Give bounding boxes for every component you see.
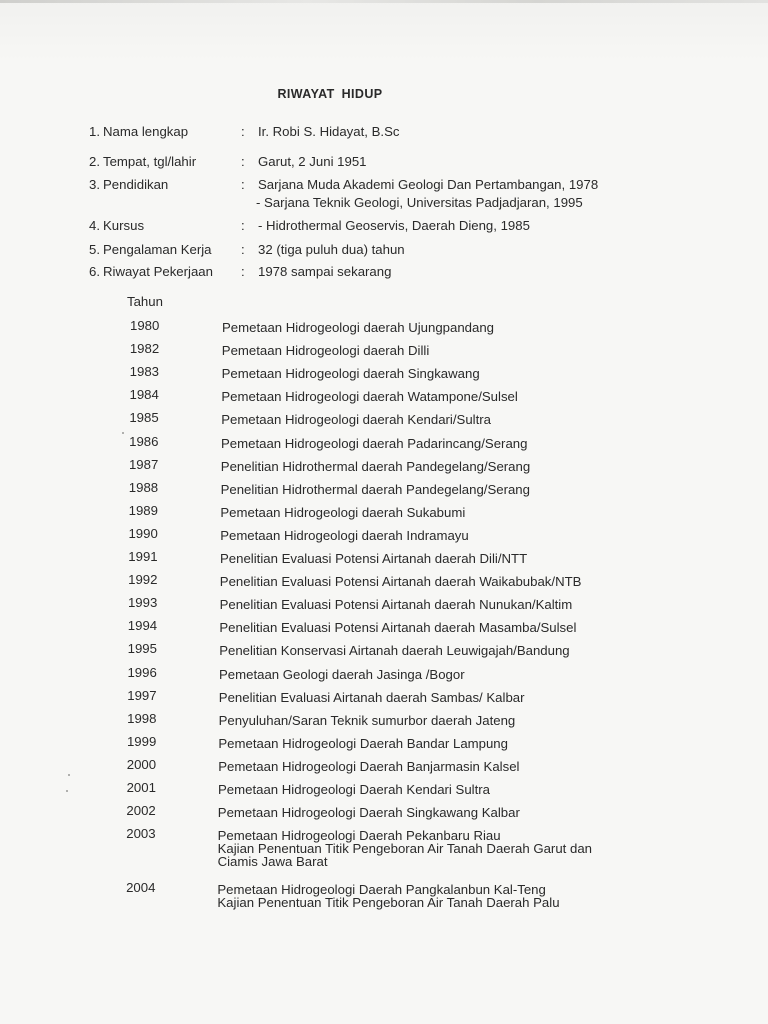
job-description: Pemetaan Geologi daerah Jasinga /Bogor — [219, 666, 465, 682]
biodata-colon: : — [241, 264, 245, 279]
biodata-colon: : — [241, 154, 245, 169]
job-year: 1992 — [128, 572, 158, 588]
job-year: 2001 — [126, 780, 156, 795]
biodata-number: 1. — [89, 124, 100, 139]
biodata-row — [0, 218, 720, 236]
job-description: Penelitian Evaluasi Potensi Airtanah daerah Nunukan/Kaltim — [219, 597, 573, 613]
biodata-number: 4. — [89, 218, 100, 233]
job-year: 1991 — [128, 549, 158, 564]
biodata-row — [0, 242, 720, 260]
scan-speck — [68, 774, 70, 776]
biodata-value: Sarjana Muda Akademi Geologi Dan Pertambangan, 1978 — [258, 177, 599, 192]
job-year: 1995 — [127, 641, 157, 657]
job-year: 1986 — [129, 433, 159, 449]
jobs-year-header: Tahun — [127, 294, 163, 309]
job-year: 1990 — [128, 525, 158, 541]
job-description: Penelitian Hidrothermal daerah Pandegelang/Serang — [220, 481, 530, 497]
biodata-row — [0, 264, 720, 282]
scan-speck — [122, 432, 124, 434]
job-year: 2003 — [126, 826, 156, 842]
job-description: Pemetaan Hidrogeologi daerah Dilli — [221, 343, 430, 359]
biodata-number: 6. — [89, 264, 100, 279]
job-description: Penelitian Hidrothermal daerah Pandegelang/Serang — [220, 458, 531, 474]
job-year: 1998 — [127, 710, 157, 726]
job-description: Pemetaan Hidrogeologi daerah Singkawang — [221, 366, 480, 382]
scan-speck — [66, 790, 68, 792]
job-year: 1993 — [127, 595, 158, 611]
job-year: 1980 — [130, 318, 160, 333]
job-description: Penelitian Evaluasi Airtanah daerah Sambas/ Kalbar — [218, 689, 525, 705]
biodata-row — [0, 124, 720, 142]
job-year: 1983 — [129, 364, 159, 380]
biodata-label: Kursus — [103, 218, 145, 233]
biodata-value: - Hidrothermal Geoservis, Daerah Dieng, 1985 — [258, 218, 530, 233]
biodata-label: Tempat, tgl/lahir — [103, 154, 197, 169]
job-description: Pemetaan Hidrogeologi daerah Sukabumi — [220, 504, 466, 520]
job-year: 1999 — [126, 733, 157, 749]
job-description-continued: Ciamis Jawa Barat — [217, 854, 328, 870]
biodata-colon: : — [241, 218, 245, 233]
biodata-label: Pengalaman Kerja — [103, 242, 212, 257]
job-description: Pemetaan Hidrogeologi Daerah Singkawang Kalbar — [217, 805, 520, 821]
job-description: Pemetaan Hidrogeologi daerah Padarincang/Serang — [221, 435, 528, 451]
biodata-value: 1978 sampai sekarang — [258, 264, 392, 279]
biodata-value: 32 (tiga puluh dua) tahun — [258, 242, 405, 257]
job-year: 1987 — [128, 456, 159, 472]
biodata-colon: : — [241, 124, 245, 139]
job-description: Pemetaan Hidrogeologi daerah Indramayu — [220, 527, 469, 543]
job-description-continued: Kajian Penentuan Titik Pengeboran Air Tanah Daerah Palu — [217, 895, 560, 910]
biodata-number: 3. — [89, 177, 100, 192]
biodata-value: Garut, 2 Juni 1951 — [258, 154, 367, 169]
job-description: Pemetaan Hidrogeologi Daerah Banjarmasin Kalsel — [218, 758, 520, 774]
job-description: Penelitian Evaluasi Potensi Airtanah daerah Masamba/Sulsel — [219, 620, 577, 636]
biodata-number: 5. — [89, 242, 100, 257]
job-year: 1988 — [128, 479, 159, 495]
document-title: RIWAYAT HIDUP — [277, 87, 383, 101]
biodata-label: Nama lengkap — [103, 124, 189, 139]
job-description: Pemetaan Hidrogeologi Daerah Pekanbaru Riau — [217, 828, 501, 844]
biodata-colon: : — [241, 242, 245, 257]
biodata-label: Pendidikan — [103, 177, 169, 192]
job-year: 2004 — [126, 880, 156, 895]
job-description: Penyuluhan/Saran Teknik sumurbor daerah Jateng — [218, 712, 516, 728]
job-year: 1982 — [129, 341, 160, 357]
page-top-edge — [0, 0, 768, 3]
biodata-row — [0, 154, 720, 172]
biodata-row — [0, 177, 720, 210]
job-description: Pemetaan Hidrogeologi Daerah Bandar Lampung — [218, 735, 508, 751]
job-description: Penelitian Evaluasi Potensi Airtanah daerah Dili/NTT — [220, 551, 528, 566]
job-description: Pemetaan Hidrogeologi daerah Ujungpandang — [222, 320, 495, 335]
job-description: Penelitian Konservasi Airtanah daerah Leuwigajah/Bandung — [219, 643, 570, 659]
job-description-continued: Kajian Penentuan Titik Pengeboran Air Tanah Daerah Garut dan — [217, 841, 592, 857]
job-year: 1984 — [129, 387, 159, 403]
job-year: 2002 — [126, 803, 156, 819]
job-year: 1997 — [127, 687, 157, 703]
job-year: 1989 — [128, 502, 158, 518]
biodata-colon: : — [241, 177, 245, 192]
job-year: 2000 — [126, 756, 157, 772]
job-year: 1996 — [127, 664, 157, 680]
biodata-number: 2. — [89, 154, 100, 169]
biodata-value: Ir. Robi S. Hidayat, B.Sc — [258, 124, 400, 139]
job-description: Pemetaan Hidrogeologi Daerah Kendari Sultra — [218, 782, 490, 797]
biodata-label: Riwayat Pekerjaan — [103, 264, 213, 279]
job-year: 1985 — [129, 410, 159, 426]
job-year: 1994 — [127, 618, 158, 634]
job-description: Penelitian Evaluasi Potensi Airtanah daerah Waikabubak/NTB — [219, 574, 582, 590]
job-description: Pemetaan Hidrogeologi Daerah Pangkalanbun Kal-Teng — [217, 882, 546, 897]
job-description: Pemetaan Hidrogeologi daerah Kendari/Sultra — [221, 412, 491, 428]
job-description: Pemetaan Hidrogeologi daerah Watampone/Sulsel — [221, 389, 518, 405]
biodata-value-line2: - Sarjana Teknik Geologi, Universitas Padjadjaran, 1995 — [256, 195, 583, 210]
